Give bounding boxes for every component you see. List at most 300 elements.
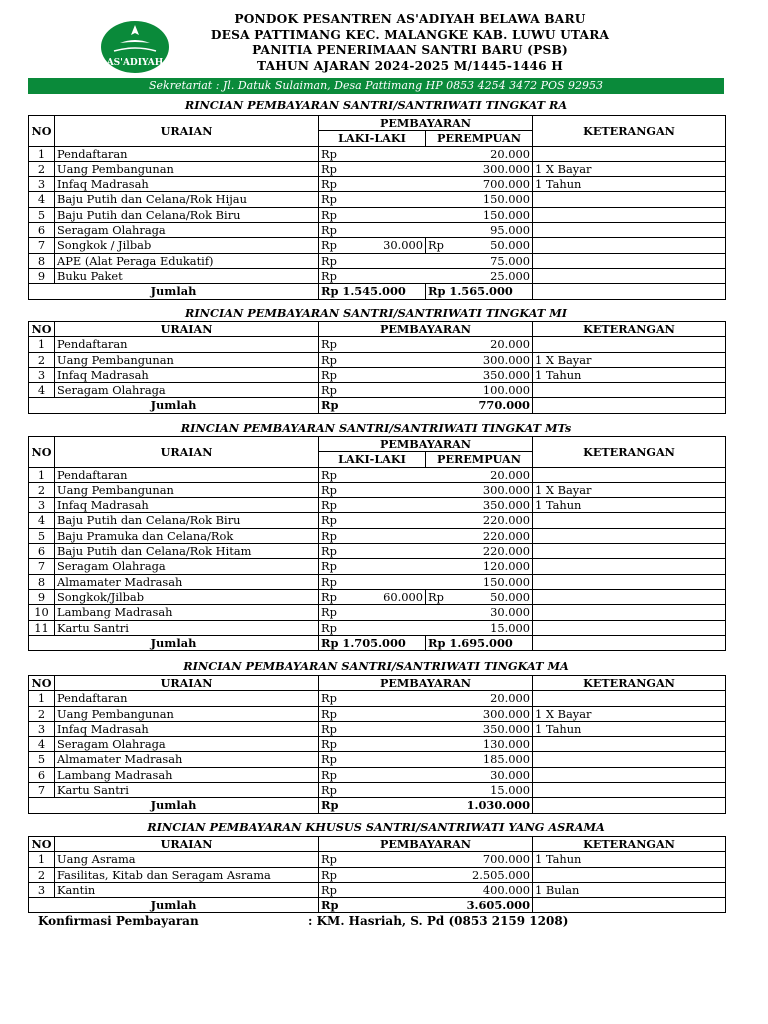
total-male: Rp 1.545.000 xyxy=(319,284,426,299)
secretariat-bar: Sekretariat : Jl. Datuk Sulaiman, Desa Pattimang HP 0853 4254 3472 POS 92953 xyxy=(28,78,724,94)
item-name: Infaq Madrasah xyxy=(55,721,319,736)
currency-label: Rp xyxy=(321,177,337,192)
amount-cell xyxy=(319,882,533,897)
table-row xyxy=(29,605,726,620)
amount-female xyxy=(426,589,533,604)
table-row xyxy=(29,574,726,589)
item-note xyxy=(533,752,726,767)
amount-cell xyxy=(319,177,533,192)
item-note xyxy=(533,783,726,798)
institution-heading xyxy=(180,12,640,74)
item-note xyxy=(533,268,726,283)
header-perempuan: PEREMPUAN xyxy=(426,131,533,146)
currency-label: Rp xyxy=(321,253,337,268)
table-row xyxy=(29,528,726,543)
item-name: Uang Pembangunan xyxy=(55,482,319,497)
amount-cell xyxy=(319,367,533,382)
currency-label: Rp xyxy=(321,398,339,413)
currency-label: Rp xyxy=(321,752,337,767)
row-number: 11 xyxy=(29,620,55,635)
total-row xyxy=(29,635,726,650)
item-name: Songkok / Jilbab xyxy=(55,238,319,253)
amount: 150.000 xyxy=(482,207,530,222)
row-number: 7 xyxy=(29,783,55,798)
amount: 300.000 xyxy=(482,161,530,176)
total-note xyxy=(533,284,726,299)
amount: 20.000 xyxy=(490,146,530,161)
row-number: 4 xyxy=(29,513,55,528)
amount: 120.000 xyxy=(482,559,530,574)
table-row xyxy=(29,721,726,736)
currency-label: Rp xyxy=(428,238,444,253)
header-keterangan: KETERANGAN xyxy=(533,837,726,852)
amount-cell xyxy=(319,867,533,882)
table-row xyxy=(29,352,726,367)
item-note xyxy=(533,691,726,706)
amount-cell xyxy=(319,192,533,207)
table-row xyxy=(29,177,726,192)
table-row xyxy=(29,767,726,782)
item-name: Buku Paket xyxy=(55,268,319,283)
amount-cell xyxy=(319,752,533,767)
table-row xyxy=(29,620,726,635)
header-uraian: URAIAN xyxy=(55,116,319,147)
row-number: 2 xyxy=(29,352,55,367)
item-note xyxy=(533,867,726,882)
currency-label: Rp xyxy=(321,367,337,382)
amount-cell xyxy=(319,721,533,736)
amount: 15.000 xyxy=(490,783,530,798)
amount-cell xyxy=(319,691,533,706)
row-number: 4 xyxy=(29,192,55,207)
item-note xyxy=(533,559,726,574)
header-no: NO xyxy=(29,322,55,337)
header-keterangan: KETERANGAN xyxy=(533,322,726,337)
currency-label: Rp xyxy=(321,721,337,736)
amount: 30.000 xyxy=(490,605,530,620)
row-number: 2 xyxy=(29,867,55,882)
total-label: Jumlah xyxy=(29,398,319,413)
item-name: Uang Pembangunan xyxy=(55,706,319,721)
payment-table-mi xyxy=(28,321,726,414)
header-keterangan: KETERANGAN xyxy=(533,116,726,147)
item-note: 1 Tahun xyxy=(533,367,726,382)
amount-male xyxy=(319,589,426,604)
total-value: 1.030.000 xyxy=(466,798,530,813)
table-header-row xyxy=(29,437,726,452)
amount: 50.000 xyxy=(490,238,530,253)
header-no: NO xyxy=(29,116,55,147)
currency-label: Rp xyxy=(321,192,337,207)
amount-cell xyxy=(319,559,533,574)
amount: 150.000 xyxy=(482,192,530,207)
item-note xyxy=(533,605,726,620)
amount-cell xyxy=(319,605,533,620)
table-row xyxy=(29,146,726,161)
header-uraian: URAIAN xyxy=(55,322,319,337)
item-note xyxy=(533,574,726,589)
total-row xyxy=(29,898,726,913)
amount: 700.000 xyxy=(482,177,530,192)
section-title-ra: RINCIAN PEMBAYARAN SANTRI/SANTRIWATI TINGKAT RA xyxy=(184,98,568,112)
total-label: Jumlah xyxy=(29,798,319,813)
amount-cell xyxy=(319,207,533,222)
total-female: Rp 1.565.000 xyxy=(426,284,533,299)
amount-cell xyxy=(319,544,533,559)
header-pembayaran: PEMBAYARAN xyxy=(319,837,533,852)
item-note: 1 Tahun xyxy=(533,721,726,736)
table-row xyxy=(29,498,726,513)
item-note xyxy=(533,589,726,604)
item-name: Songkok/Jilbab xyxy=(55,589,319,604)
amount-cell xyxy=(319,498,533,513)
amount-cell xyxy=(319,467,533,482)
table-row xyxy=(29,867,726,882)
amount: 25.000 xyxy=(490,268,530,283)
amount: 300.000 xyxy=(482,706,530,721)
item-name: Baju Putih dan Celana/Rok Hitam xyxy=(55,544,319,559)
amount: 100.000 xyxy=(482,383,530,398)
currency-label: Rp xyxy=(321,898,339,913)
item-name: Almamater Madrasah xyxy=(55,752,319,767)
item-note: 1 X Bayar xyxy=(533,482,726,497)
header-keterangan: KETERANGAN xyxy=(533,676,726,691)
amount: 95.000 xyxy=(490,223,530,238)
item-name: Seragam Olahraga xyxy=(55,737,319,752)
total-amount xyxy=(319,898,533,913)
item-note xyxy=(533,253,726,268)
amount-cell xyxy=(319,352,533,367)
header-laki-laki: LAKI-LAKI xyxy=(319,452,426,467)
amount-cell xyxy=(319,513,533,528)
total-male: Rp 1.705.000 xyxy=(319,635,426,650)
total-row xyxy=(29,284,726,299)
item-note xyxy=(533,528,726,543)
currency-label: Rp xyxy=(321,706,337,721)
table-row xyxy=(29,513,726,528)
item-name: Infaq Madrasah xyxy=(55,498,319,513)
amount: 2.505.000 xyxy=(472,867,530,882)
table-row xyxy=(29,268,726,283)
item-note xyxy=(533,513,726,528)
amount: 350.000 xyxy=(482,721,530,736)
amount: 350.000 xyxy=(482,498,530,513)
amount-cell xyxy=(319,383,533,398)
amount: 220.000 xyxy=(482,544,530,559)
table-header-row xyxy=(29,116,726,131)
amount-cell xyxy=(319,146,533,161)
item-note: 1 Bulan xyxy=(533,882,726,897)
currency-label: Rp xyxy=(321,498,337,513)
letterhead xyxy=(0,0,768,78)
confirmation-contact: : KM. Hasriah, S. Pd (0853 2159 1208) xyxy=(308,914,569,928)
currency-label: Rp xyxy=(428,589,444,604)
amount-male xyxy=(319,238,426,253)
item-name: Seragam Olahraga xyxy=(55,559,319,574)
amount: 300.000 xyxy=(482,352,530,367)
amount-cell xyxy=(319,528,533,543)
amount: 20.000 xyxy=(490,337,530,352)
table-row xyxy=(29,706,726,721)
currency-label: Rp xyxy=(321,852,337,867)
item-name: Uang Asrama xyxy=(55,852,319,867)
table-row xyxy=(29,337,726,352)
item-name: Fasilitas, Kitab dan Seragam Asrama xyxy=(55,867,319,882)
amount-cell xyxy=(319,482,533,497)
row-number: 1 xyxy=(29,852,55,867)
currency-label: Rp xyxy=(321,337,337,352)
row-number: 9 xyxy=(29,268,55,283)
item-name: Baju Putih dan Celana/Rok Hijau xyxy=(55,192,319,207)
header-pembayaran: PEMBAYARAN xyxy=(319,116,533,131)
item-name: Pendaftaran xyxy=(55,337,319,352)
item-note: 1 Tahun xyxy=(533,498,726,513)
heading-line-3: PANITIA PENERIMAAN SANTRI BARU (PSB) xyxy=(252,43,568,57)
currency-label: Rp xyxy=(321,482,337,497)
table-row xyxy=(29,223,726,238)
header-uraian: URAIAN xyxy=(55,837,319,852)
total-female: Rp 1.695.000 xyxy=(426,635,533,650)
amount: 30.000 xyxy=(383,238,423,253)
currency-label: Rp xyxy=(321,223,337,238)
item-name: Lambang Madrasah xyxy=(55,605,319,620)
amount: 185.000 xyxy=(482,752,530,767)
amount: 350.000 xyxy=(482,367,530,382)
total-value: 770.000 xyxy=(478,398,530,413)
currency-label: Rp xyxy=(321,605,337,620)
row-number: 3 xyxy=(29,882,55,897)
table-row xyxy=(29,589,726,604)
table-row xyxy=(29,559,726,574)
header-pembayaran: PEMBAYARAN xyxy=(319,322,533,337)
currency-label: Rp xyxy=(321,574,337,589)
item-note xyxy=(533,383,726,398)
amount-cell xyxy=(319,253,533,268)
heading-line-4: TAHUN AJARAN 2024-2025 M/1445-1446 H xyxy=(257,58,563,73)
amount: 30.000 xyxy=(490,767,530,782)
item-note: 1 X Bayar xyxy=(533,706,726,721)
total-note xyxy=(533,635,726,650)
item-note: 1 Tahun xyxy=(533,852,726,867)
amount: 220.000 xyxy=(482,528,530,543)
payment-table-asrama xyxy=(28,836,726,913)
table-row xyxy=(29,207,726,222)
payment-table-mts xyxy=(28,436,726,651)
header-uraian: URAIAN xyxy=(55,676,319,691)
item-note: 1 Tahun xyxy=(533,177,726,192)
item-note xyxy=(533,737,726,752)
table-row xyxy=(29,161,726,176)
amount: 50.000 xyxy=(490,589,530,604)
row-number: 8 xyxy=(29,253,55,268)
amount-cell xyxy=(319,161,533,176)
currency-label: Rp xyxy=(321,207,337,222)
currency-label: Rp xyxy=(321,383,337,398)
heading-line-2: DESA PATTIMANG KEC. MALANGKE KAB. LUWU UTARA xyxy=(210,27,610,42)
currency-label: Rp xyxy=(321,798,339,813)
amount-cell xyxy=(319,574,533,589)
item-name: Kartu Santri xyxy=(55,620,319,635)
total-label: Jumlah xyxy=(29,898,319,913)
item-note xyxy=(533,146,726,161)
amount-female xyxy=(426,238,533,253)
row-number: 3 xyxy=(29,367,55,382)
currency-label: Rp xyxy=(321,268,337,283)
row-number: 6 xyxy=(29,767,55,782)
total-value: 3.605.000 xyxy=(466,898,530,913)
row-number: 3 xyxy=(29,498,55,513)
currency-label: Rp xyxy=(321,620,337,635)
item-name: Infaq Madrasah xyxy=(55,367,319,382)
header-perempuan: PEREMPUAN xyxy=(426,452,533,467)
currency-label: Rp xyxy=(321,544,337,559)
item-name: Seragam Olahraga xyxy=(55,383,319,398)
section-title-asrama: RINCIAN PEMBAYARAN KHUSUS SANTRI/SANTRIWATI YANG ASRAMA xyxy=(147,820,605,834)
total-label: Jumlah xyxy=(29,284,319,299)
table-header-row xyxy=(29,837,726,852)
item-note xyxy=(533,767,726,782)
item-note: 1 X Bayar xyxy=(533,161,726,176)
item-name: Uang Pembangunan xyxy=(55,352,319,367)
row-number: 4 xyxy=(29,737,55,752)
item-name: Pendaftaran xyxy=(55,146,319,161)
table-header-row xyxy=(29,322,726,337)
row-number: 4 xyxy=(29,383,55,398)
currency-label: Rp xyxy=(321,513,337,528)
row-number: 3 xyxy=(29,177,55,192)
row-number: 9 xyxy=(29,589,55,604)
table-header-row xyxy=(29,676,726,691)
row-number: 6 xyxy=(29,544,55,559)
amount-cell xyxy=(319,767,533,782)
header-no: NO xyxy=(29,676,55,691)
total-note xyxy=(533,798,726,813)
amount-cell xyxy=(319,737,533,752)
table-row xyxy=(29,544,726,559)
payment-table-ra xyxy=(28,115,726,300)
amount: 300.000 xyxy=(482,482,530,497)
header-no: NO xyxy=(29,437,55,468)
total-note xyxy=(533,898,726,913)
table-row xyxy=(29,783,726,798)
item-name: Uang Pembangunan xyxy=(55,161,319,176)
row-number: 5 xyxy=(29,752,55,767)
currency-label: Rp xyxy=(321,238,337,253)
row-number: 1 xyxy=(29,146,55,161)
total-note xyxy=(533,398,726,413)
item-name: Baju Pramuka dan Celana/Rok xyxy=(55,528,319,543)
row-number: 8 xyxy=(29,574,55,589)
table-row xyxy=(29,882,726,897)
amount: 130.000 xyxy=(482,737,530,752)
currency-label: Rp xyxy=(321,882,337,897)
table-row xyxy=(29,192,726,207)
section-title-mi: RINCIAN PEMBAYARAN SANTRI/SANTRIWATI TINGKAT MI xyxy=(185,306,567,320)
table-row xyxy=(29,238,726,253)
school-logo xyxy=(100,19,170,74)
row-number: 2 xyxy=(29,161,55,176)
table-row xyxy=(29,367,726,382)
amount-cell xyxy=(319,620,533,635)
item-note xyxy=(533,544,726,559)
amount: 700.000 xyxy=(482,852,530,867)
header-laki-laki: LAKI-LAKI xyxy=(319,131,426,146)
section-title-mts: RINCIAN PEMBAYARAN SANTRI/SANTRIWATI TINGKAT MTs xyxy=(180,421,572,435)
amount: 150.000 xyxy=(482,574,530,589)
currency-label: Rp xyxy=(321,467,337,482)
currency-label: Rp xyxy=(321,559,337,574)
total-amount xyxy=(319,398,533,413)
item-name: Pendaftaran xyxy=(55,691,319,706)
item-note xyxy=(533,223,726,238)
item-name: Lambang Madrasah xyxy=(55,767,319,782)
section-title-ma: RINCIAN PEMBAYARAN SANTRI/SANTRIWATI TINGKAT MA xyxy=(183,659,569,673)
item-name: Pendaftaran xyxy=(55,467,319,482)
row-number: 2 xyxy=(29,482,55,497)
amount-cell xyxy=(319,268,533,283)
row-number: 7 xyxy=(29,238,55,253)
total-row xyxy=(29,398,726,413)
item-name: Kantin xyxy=(55,882,319,897)
currency-label: Rp xyxy=(321,528,337,543)
item-name: Baju Putih dan Celana/Rok Biru xyxy=(55,207,319,222)
row-number: 1 xyxy=(29,467,55,482)
currency-label: Rp xyxy=(321,867,337,882)
item-name: Infaq Madrasah xyxy=(55,177,319,192)
item-note xyxy=(533,467,726,482)
total-row xyxy=(29,798,726,813)
amount-cell xyxy=(319,783,533,798)
currency-label: Rp xyxy=(321,737,337,752)
item-note xyxy=(533,192,726,207)
item-name: Baju Putih dan Celana/Rok Biru xyxy=(55,513,319,528)
confirmation-label: Konfirmasi Pembayaran xyxy=(38,914,199,928)
item-name: Almamater Madrasah xyxy=(55,574,319,589)
amount-cell xyxy=(319,852,533,867)
amount-cell xyxy=(319,337,533,352)
amount: 400.000 xyxy=(482,882,530,897)
amount: 75.000 xyxy=(490,253,530,268)
table-row xyxy=(29,383,726,398)
currency-label: Rp xyxy=(321,589,337,604)
amount-cell xyxy=(319,223,533,238)
amount: 220.000 xyxy=(482,513,530,528)
row-number: 3 xyxy=(29,721,55,736)
payment-table-ma xyxy=(28,675,726,814)
header-no: NO xyxy=(29,837,55,852)
currency-label: Rp xyxy=(321,352,337,367)
table-row xyxy=(29,752,726,767)
amount: 20.000 xyxy=(490,467,530,482)
table-row xyxy=(29,253,726,268)
amount: 20.000 xyxy=(490,691,530,706)
header-pembayaran: PEMBAYARAN xyxy=(319,676,533,691)
table-row xyxy=(29,691,726,706)
heading-line-1: PONDOK PESANTREN AS'ADIYAH BELAWA BARU xyxy=(234,12,586,26)
table-row xyxy=(29,737,726,752)
header-pembayaran: PEMBAYARAN xyxy=(319,437,533,452)
row-number: 5 xyxy=(29,207,55,222)
amount: 60.000 xyxy=(383,589,423,604)
item-name: Seragam Olahraga xyxy=(55,223,319,238)
table-row xyxy=(29,482,726,497)
currency-label: Rp xyxy=(321,783,337,798)
row-number: 1 xyxy=(29,691,55,706)
row-number: 1 xyxy=(29,337,55,352)
row-number: 7 xyxy=(29,559,55,574)
currency-label: Rp xyxy=(321,146,337,161)
item-note: 1 X Bayar xyxy=(533,352,726,367)
